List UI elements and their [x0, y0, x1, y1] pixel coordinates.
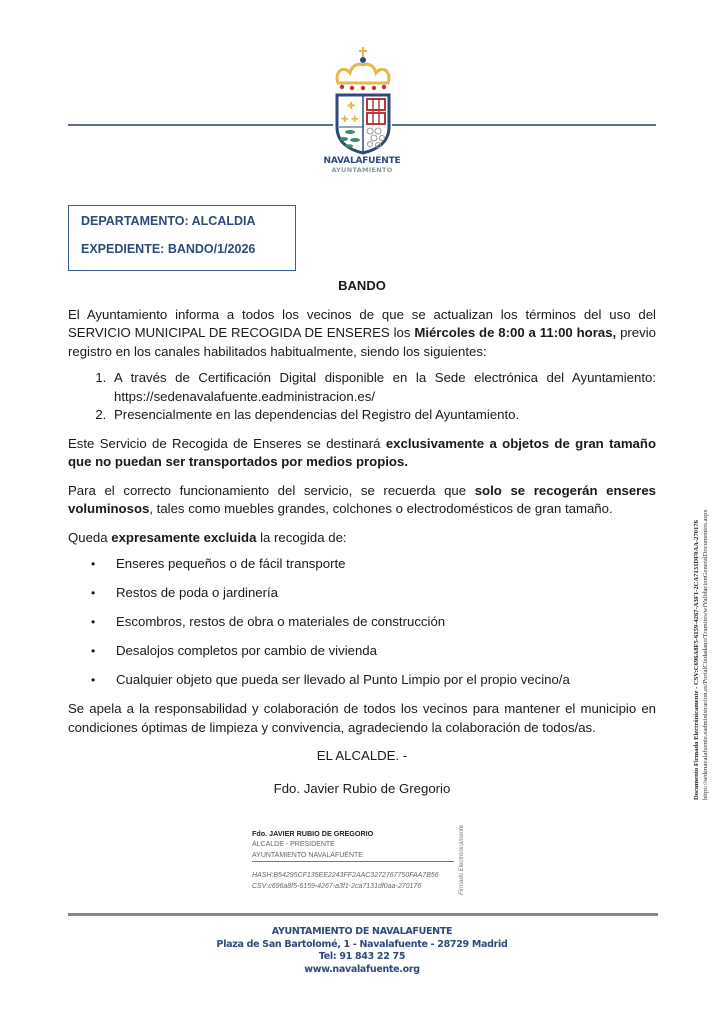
signer-name: Fdo. JAVIER RUBIO DE GREGORIO	[252, 829, 374, 838]
brand-name: NAVALAFUENTE	[323, 156, 401, 166]
list-item: 2. Presencialmente en las dependencias del Registro del Ayuntamiento.	[110, 406, 656, 425]
bullet-icon: •	[91, 644, 96, 658]
bullet-icon: •	[91, 557, 96, 571]
scope-text: Este Servicio de Recogida de Enseres se destinará	[68, 435, 386, 451]
side-verification-stamp	[693, 420, 719, 800]
header-rule-left	[68, 124, 333, 126]
bullet-icon: •	[91, 673, 96, 687]
scope-bold-text: exclusivamente a objetos de gran tamaño que no puedan ser transportados por medios propios.	[68, 435, 656, 469]
signer-role: ALCALDE - PRESIDENTE	[252, 841, 335, 848]
intro-text: El Ayuntamiento informa a todos los vecinos de que se actualizan los términos del uso del SERVICIO MUNICIPAL DE RECOGIDA DE ENSERES los	[68, 306, 656, 340]
stamp-csv-line: Documento Firmado Electrónicamente - CSV:C696A8F5-6159-4267-A3F1-2CA7131DF0AA-270176	[693, 520, 700, 800]
signature-vertical-label	[456, 824, 466, 902]
electronic-signature	[252, 828, 457, 892]
footer-org: AYUNTAMIENTO DE NAVALAFUENTE	[271, 926, 453, 937]
department-label: DEPARTAMENTO: ALCALDIA	[81, 214, 256, 228]
scope-paragraph	[68, 435, 656, 472]
header-rule-right	[392, 124, 656, 126]
footer-address: Plaza de San Bartolomé, 1 - Navalafuente - 28729 Madrid	[216, 938, 508, 950]
municipality-logo	[300, 156, 424, 175]
list-item-text: Desalojos completos por cambio de vivienda	[116, 643, 377, 658]
coat-of-arms-icon	[332, 45, 394, 155]
footer-phone: Tel: 91 843 22 75	[318, 951, 406, 962]
closing-paragraph: Se apela a la responsabilidad y colaboración de todos los vecinos para mantener el municipio en condiciones óptimas de limpieza y convivencia, agradeciendo la colaboración de todos/as.	[68, 701, 656, 735]
exclusion-text-end: la recogida de:	[256, 529, 347, 545]
intro-text-end: previo registro en los canales habilitados habitualmente, siendo los siguientes:	[68, 325, 656, 359]
signer-org: AYUNTAMIENTO NAVALAFUENTE	[252, 850, 454, 862]
signed-by: Fdo. Javier Rubio de Gregorio	[273, 780, 451, 796]
signoff: EL ALCALDE. -	[316, 748, 408, 763]
list-item	[68, 642, 656, 671]
brand-subtitle: AYUNTAMIENTO	[331, 166, 393, 174]
exclusion-intro	[68, 529, 656, 548]
svg-text:✚: ✚	[347, 101, 356, 112]
reminder-text-end: , tales como muebles grandes, colchones o electrodomésticos de gran tamaño.	[149, 501, 613, 516]
exclusion-bold-text: expresamente excluida	[111, 529, 257, 545]
footer	[150, 926, 574, 976]
intro-paragraph	[68, 306, 656, 362]
registration-steps-list	[68, 369, 656, 425]
reminder-bold-text: solo se recogerán enseres voluminosos	[68, 482, 656, 516]
list-item-text: Cualquier objeto que pueda ser llevado al Punto Limpio por el propio vecino/a	[116, 672, 570, 687]
department-box	[68, 205, 296, 271]
svg-text:✚: ✚	[351, 114, 359, 124]
signature-hash: HASH:B54295CF135EE2243FF2AAC3272767750FAA7B56	[252, 872, 439, 879]
document-title: BANDO	[338, 278, 386, 293]
list-item-text: Restos de poda o jardinería	[116, 585, 279, 600]
bullet-icon: •	[91, 615, 96, 629]
list-item	[68, 613, 656, 642]
schedule-text: Miércoles de 8:00 a 11:00 horas,	[414, 325, 617, 340]
stamp-url-line[interactable]: https://sedenavalafuente.eadministracion.es/PortalCiudadano/Tramites/wfValidacionGeneralDocumentos.aspx	[702, 509, 709, 800]
list-item	[68, 584, 656, 613]
list-item	[68, 671, 656, 700]
list-item: 1. A través de Certificación Digital disponible en la Sede electrónica del Ayuntamiento: https://sedenavalafuente.eadministracion.es/	[110, 369, 656, 406]
footer-website[interactable]: www.navalafuente.org	[304, 963, 420, 975]
reminder-paragraph	[68, 482, 656, 519]
list-item-text: Enseres pequeños o de fácil transporte	[116, 556, 346, 571]
file-number-label: EXPEDIENTE: BANDO/1/2026	[81, 242, 256, 256]
footer-rule	[68, 913, 658, 916]
exclusion-text: Queda	[68, 529, 112, 545]
list-item-text: Escombros, restos de obra o materiales de construcción	[116, 614, 446, 629]
signature-csv: CSV:c696a8f5-6159-4267-a3f1-2ca7131df0aa-270176	[252, 883, 422, 890]
document-body	[68, 277, 656, 798]
exclusions-list	[68, 555, 656, 700]
svg-text:✚: ✚	[341, 114, 349, 124]
crown-icon	[337, 47, 389, 90]
list-item	[68, 555, 656, 584]
reminder-text: Para el correcto funcionamiento del servicio, se recuerda que	[68, 482, 475, 498]
bullet-icon: •	[91, 586, 96, 600]
vertical-label-text: Firmado Electrónicamente	[459, 824, 465, 895]
